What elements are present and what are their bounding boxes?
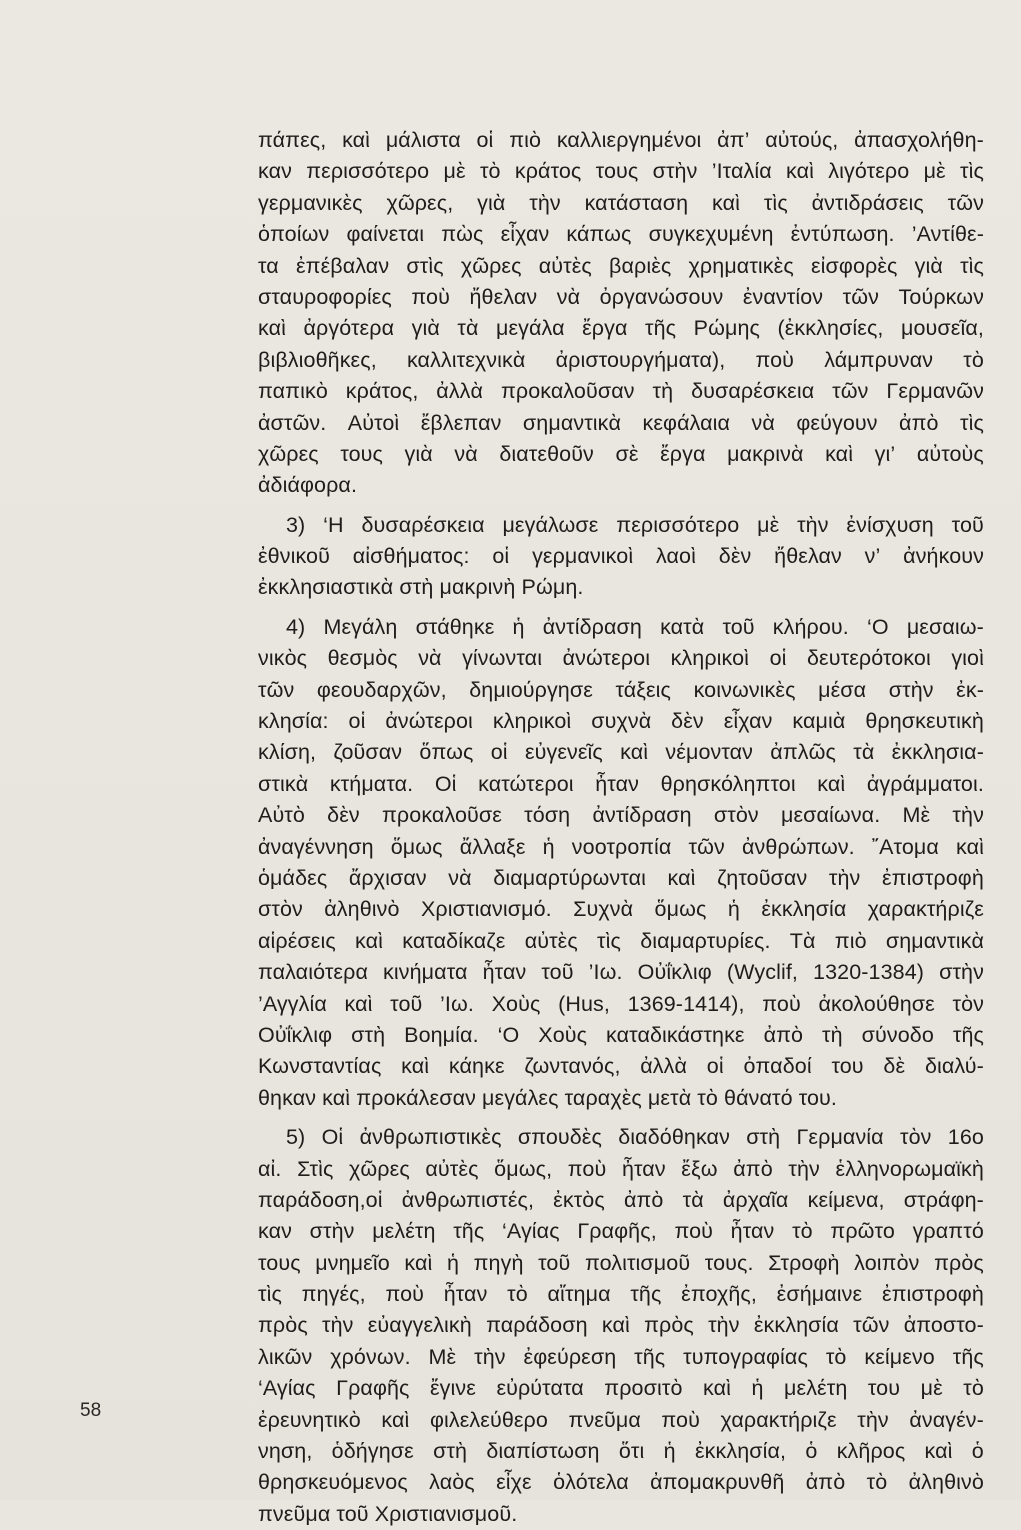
text-line: λικῶν χρόνων. Μὲ τὴν ἐφεύρεση τῆς τυπογραφίας τὸ κείμενο τῆς [258, 1344, 984, 1369]
text-line: τα ἐπέβαλαν στὶς χῶρες αὐτὲς βαριὲς χρηματικὲς εἰσφορὲς γιὰ τὶς [258, 253, 984, 278]
text-line: θηκαν καὶ προκάλεσαν μεγάλες ταραχὲς μετὰ τὸ θάνατό του. [258, 1085, 837, 1110]
text-line: νηση, ὁδήγησε στὴ διαπίστωση ὅτι ἡ ἐκκλησία, ὁ κλῆρος καὶ ὁ [258, 1439, 984, 1464]
text-line: τὶς πηγές, ποὺ ἦταν τὸ αἴτημα τῆς ἐποχῆς, ἐσήμαινε ἐπιστροφὴ [258, 1282, 984, 1307]
text-line: πνεῦμα τοῦ Χριστιανισμοῦ. [258, 1501, 518, 1526]
text-line: παράδοση,οἱ ἀνθρωπιστές, ἐκτὸς ἀπὸ τὰ ἀρχαῖα κείμενα, στράφη- [258, 1187, 984, 1212]
text-line: Οὐΐκλιφ στὴ Βοημία. ‘Ο Χοὺς καταδικάστηκε ἀπὸ τὴ σύνοδο τῆς [258, 1022, 984, 1047]
text-line: ἀναγέννηση ὅμως ἄλλαξε ἡ νοοτροπία τῶν ἀνθρώπων. ῎Ατομα καὶ [258, 834, 984, 859]
text-line: τους μνημεῖο καὶ ἡ πηγὴ τοῦ πολιτισμοῦ τους. Στροφὴ λοιπὸν πρὸς [258, 1250, 984, 1275]
paragraph [258, 1122, 984, 1530]
text-line: βιβλιοθῆκες, καλλιτεχνικὰ ἀριστουργήματα), ποὺ λάμπρυναν τὸ [258, 347, 984, 372]
text-line: νικὸς θεσμὸς νὰ γίνωνται ἀνώτεροι κληρικοὶ οἱ δευτερότοκοι γιοὶ [258, 646, 984, 671]
text-line: ὁποίων φαίνεται πὼς εἶχαν κάπως συγκεχυμένη ἐντύπωση. ’Αντίθε- [258, 222, 984, 247]
text-line: κλησία: οἱ ἀνώτεροι κληρικοὶ συχνὰ δὲν εἶχαν καμιὰ θρησκευτικὴ [258, 709, 984, 734]
text-line: ‘Αγίας Γραφῆς ἔγινε εὐρύτατα προσιτὸ καὶ ἡ μελέτη του μὲ τὸ [258, 1376, 984, 1401]
text-line: καν περισσότερο μὲ τὸ κράτος τους στὴν ’Ιταλία καὶ λιγότερο μὲ τὶς [258, 159, 984, 184]
text-line: 4) Μεγάλη στάθηκε ἡ ἀντίδραση κατὰ τοῦ κλήρου. ‘Ο μεσαιω- [286, 614, 984, 639]
text-line: παλαιότερα κινήματα ἦταν τοῦ ’Ιω. Οὐΐκλιφ (Wyclif, 1320-1384) στὴν [258, 960, 984, 985]
text-line: ’Αγγλία καὶ τοῦ ’Ιω. Χοὺς (Hus, 1369-1414), ποὺ ἀκολούθησε τὸν [258, 991, 984, 1016]
text-line: 3) ‘Η δυσαρέσκεια μεγάλωσε περισσότερο μὲ τὴν ἐνίσχυση τοῦ [286, 512, 984, 537]
text-line: καν στὴν μελέτη τῆς ‘Αγίας Γραφῆς, ποὺ ἦταν τὸ πρῶτο γραπτό [258, 1219, 984, 1244]
text-line: αἰ. Στὶς χῶρες αὐτὲς ὅμως, ποὺ ἦταν ἔξω ἀπὸ τὴν ἑλληνορωμαϊκὴ [258, 1156, 984, 1181]
text-line: ἐθνικοῦ αἰσθήματος: οἱ γερμανικοὶ λαοὶ δὲν ἤθελαν ν’ ἀνήκουν [258, 544, 984, 569]
paragraph-gap [258, 1114, 984, 1122]
text-line: ἀδιάφορα. [258, 473, 358, 498]
text-line: ἐκκλησιαστικὰ στὴ μακρινὴ Ρώμη. [258, 575, 584, 600]
text-line: γερμανικὲς χῶρες, γιὰ τὴν κατάσταση καὶ τὶς ἀντιδράσεις τῶν [258, 190, 984, 215]
text-line: τῶν φεουδαρχῶν, δημιούργησε τάξεις κοινωνικὲς μέσα στὴν ἐκ- [258, 677, 984, 702]
text-line: ἐρευνητικὸ καὶ φιλελεύθερο πνεῦμα ποὺ χαρακτήριζε τὴν ἀναγέν- [258, 1407, 984, 1432]
paragraph [258, 125, 984, 502]
text-line: χῶρες τους γιὰ νὰ διατεθοῦν σὲ ἔργα μακρινὰ καὶ γι’ αὐτοὺς [258, 441, 984, 466]
page-number: 58 [80, 1400, 102, 1421]
text-line: σταυροφορίες ποὺ ἤθελαν νὰ ὀργανώσουν ἐναντίον τῶν Τούρκων [258, 284, 984, 309]
text-line: στικὰ κτήματα. Οἱ κατώτεροι ἦταν θρησκόληπτοι καὶ ἀγράμματοι. [258, 771, 984, 796]
text-line: πάπες, καὶ μάλιστα οἱ πιὸ καλλιεργημένοι ἀπ’ αὐτούς, ἀπασχολήθη- [258, 128, 984, 152]
body-text [258, 125, 984, 1530]
text-line: πρὸς τὴν εὐαγγελικὴ παράδοση καὶ πρὸς τὴν ἐκκλησία τῶν ἀποστο- [258, 1313, 984, 1338]
text-line: παπικὸ κράτος, ἀλλὰ προκαλοῦσαν τὴ δυσαρέσκεια τῶν Γερμανῶν [258, 379, 984, 404]
text-line: στὸν ἀληθινὸ Χριστιανισμό. Συχνὰ ὅμως ἡ ἐκκλησία χαρακτήριζε [258, 897, 984, 922]
paragraph-gap [258, 502, 984, 510]
text-line: Αὐτὸ δὲν προκαλοῦσε τόση ἀντίδραση στὸν μεσαίωνα. Μὲ τὴν [258, 803, 984, 828]
text-line: θρησκευόμενος λαὸς εἶχε ὁλότελα ἀπομακρυνθῆ ἀπὸ τὸ ἀληθινὸ [258, 1470, 984, 1495]
paragraph [258, 612, 984, 1114]
text-line: Κωνσταντίας καὶ κάηκε ζωντανός, ἀλλὰ οἱ ὀπαδοί του δὲ διαλύ- [258, 1054, 984, 1079]
text-line: ὁμάδες ἄρχισαν νὰ διαμαρτύρωνται καὶ ζητοῦσαν τὴν ἐπιστροφὴ [258, 865, 984, 890]
paragraph [258, 510, 984, 604]
paragraph-gap [258, 604, 984, 612]
text-line: καὶ ἀργότερα γιὰ τὰ μεγάλα ἔργα τῆς Ρώμης (ἐκκλησίες, μουσεῖα, [258, 316, 984, 341]
text-line: κλίση, ζοῦσαν ὅπως οἱ εὐγενεῖς καὶ νέμονταν ἀπλῶς τὰ ἐκκλησια- [258, 740, 984, 765]
text-line: ἀστῶν. Αὐτοὶ ἔβλεπαν σημαντικὰ κεφάλαια νὰ φεύγουν ἀπὸ τὶς [258, 410, 984, 435]
text-line: αἱρέσεις καὶ καταδίκαζε αὐτὲς τὶς διαμαρτυρίες. Τὰ πιὸ σημαντικὰ [258, 928, 984, 953]
text-line: 5) Οἱ ἀνθρωπιστικὲς σπουδὲς διαδόθηκαν στὴ Γερμανία τὸν 16ο [286, 1125, 984, 1150]
